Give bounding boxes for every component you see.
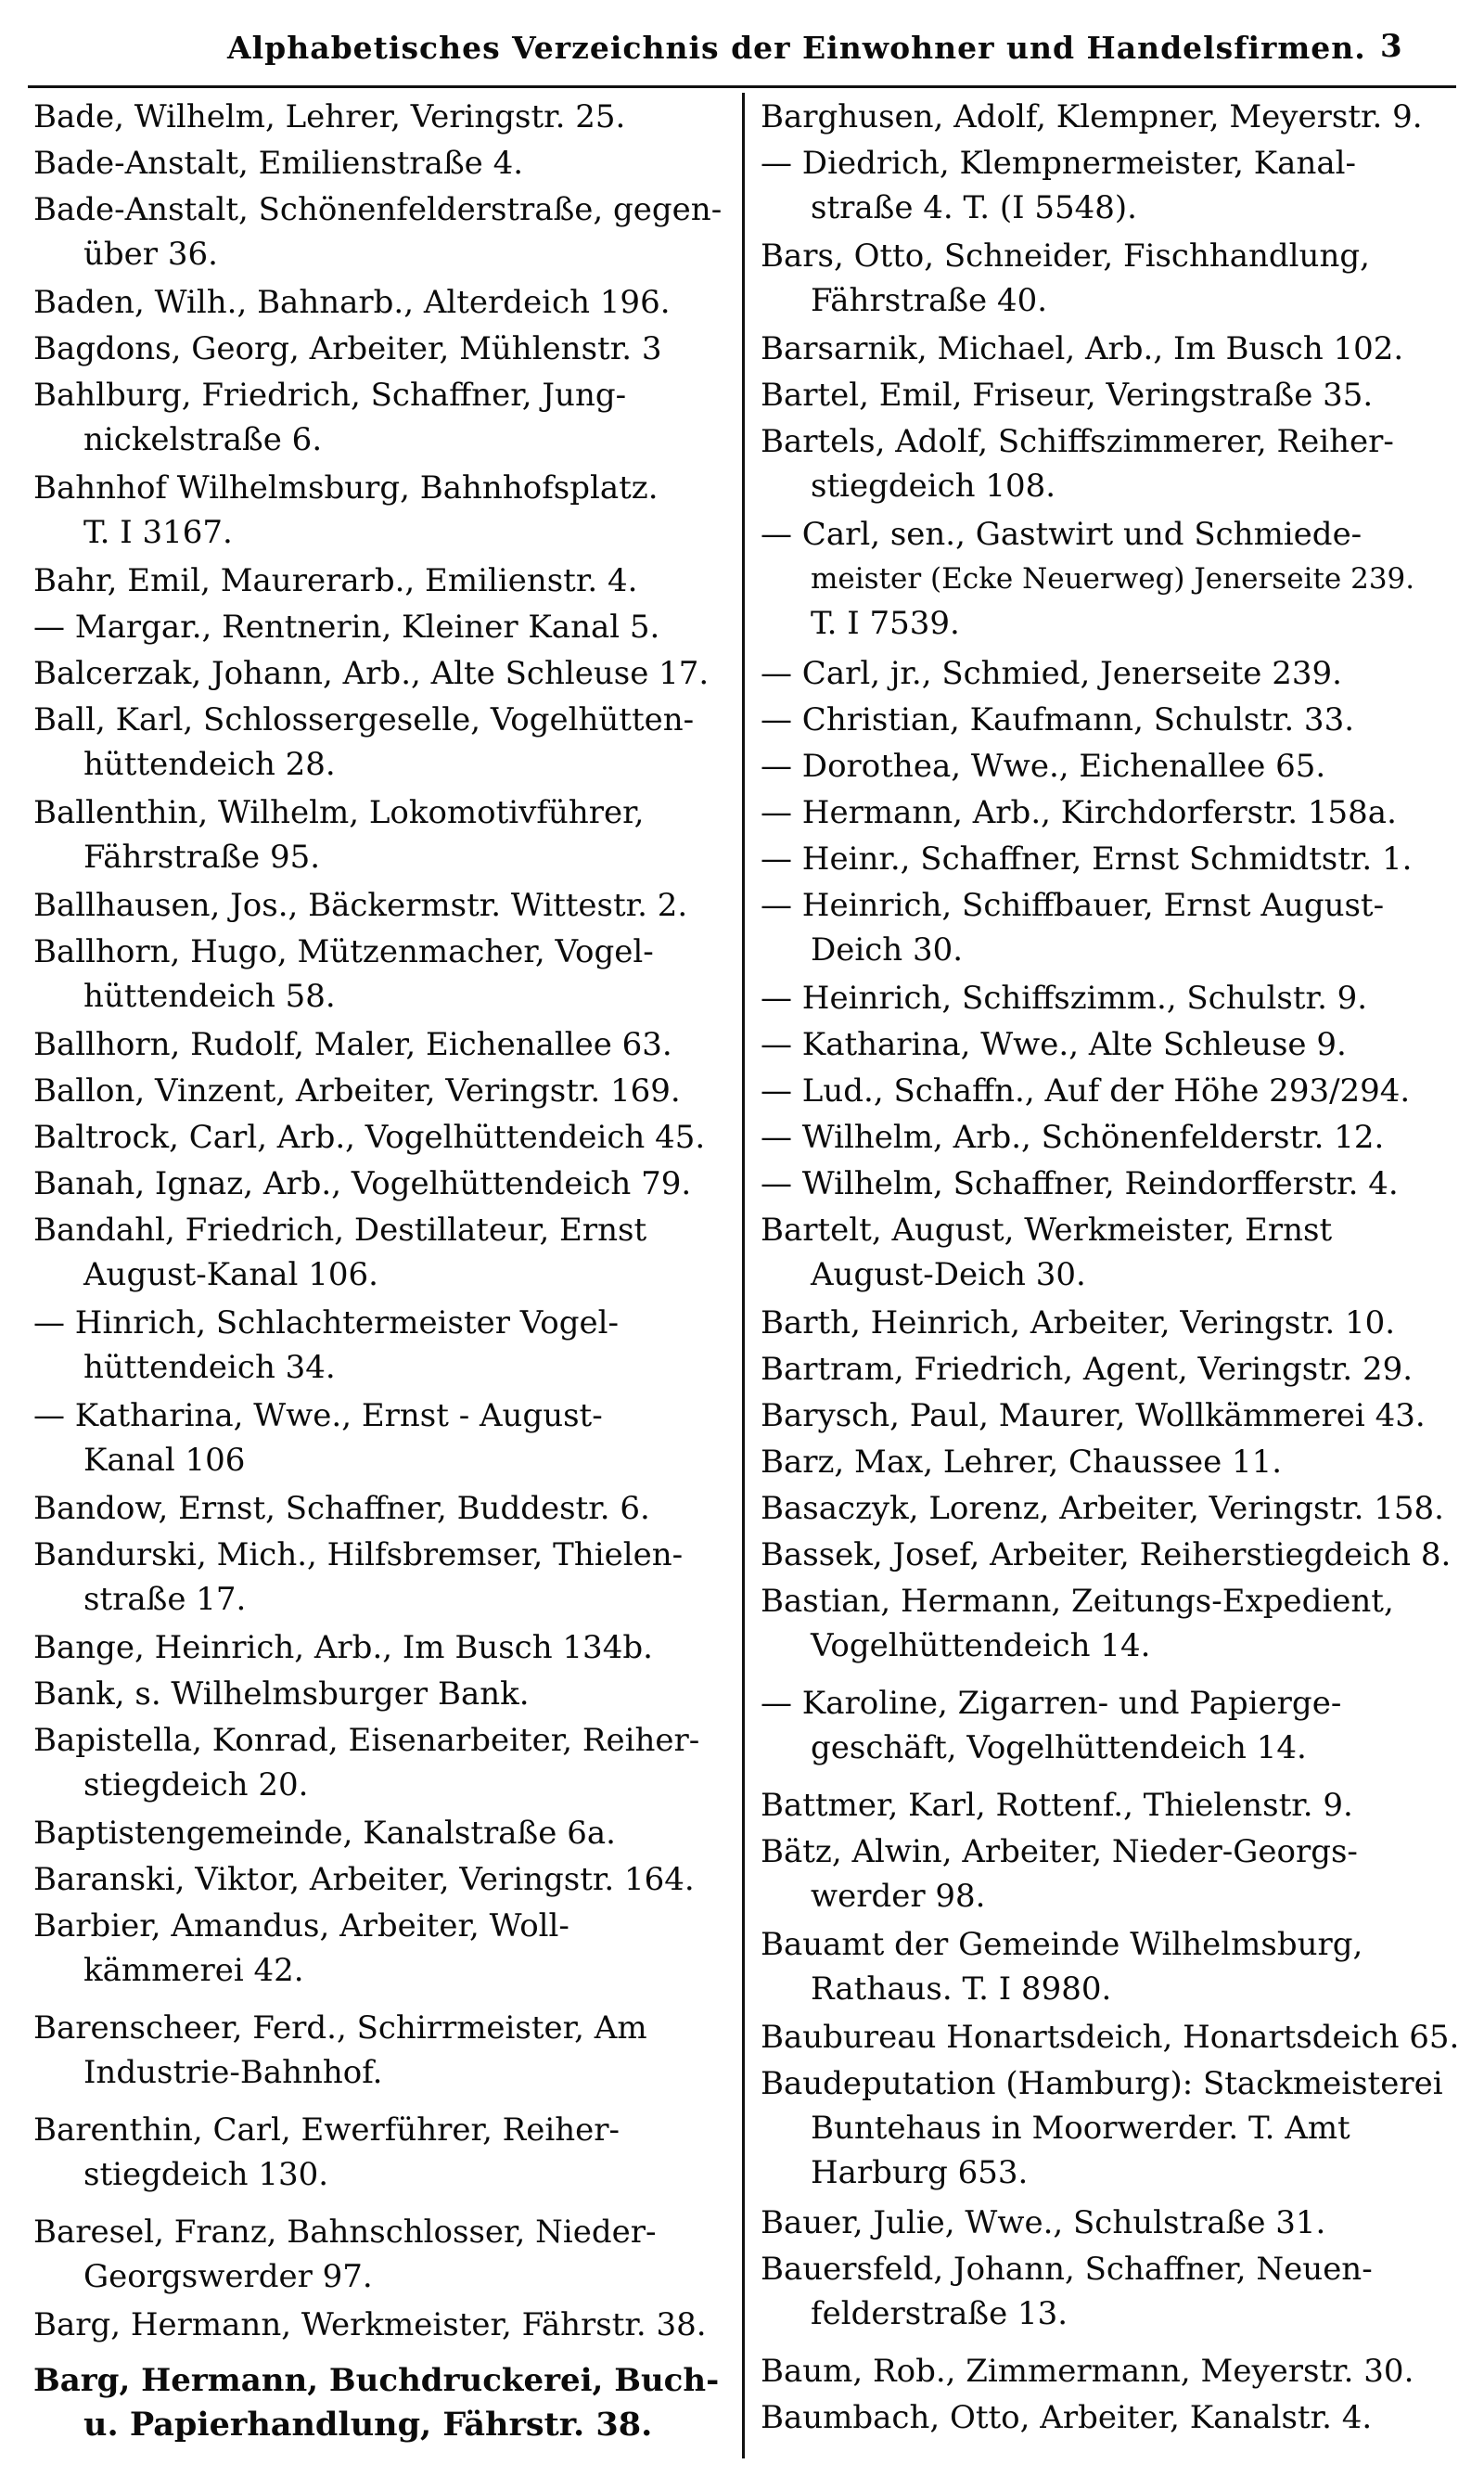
entry-line: Baubureau Honartsdeich, Honartsdeich 65. (761, 2019, 1460, 2056)
directory-entry (33, 1486, 744, 1531)
directory-entry (33, 1022, 744, 1067)
directory-entry (33, 1672, 744, 1716)
entry-continuation-line: über 36. (83, 236, 218, 273)
directory-entry (33, 1811, 744, 1855)
entry-continuation-line: werder 98. (811, 1878, 986, 1915)
entry-line: — Margar., Rentnerin, Kleiner Kanal 5. (33, 609, 660, 646)
entry-continuation-line: Buntehaus in Moorwerder. T. Amt (811, 2110, 1350, 2147)
entry-line: Ballon, Vinzent, Arbeiter, Veringstr. 169. (33, 1072, 681, 1110)
entry-line: Bade, Wilhelm, Lehrer, Veringstr. 25. (33, 98, 626, 135)
entry-continuation-line: Georgswerder 97. (83, 2258, 373, 2295)
directory-entry (761, 1829, 1471, 1919)
directory-entry (761, 698, 1471, 742)
entry-line: Bastian, Hermann, Zeitungs-Expedient, (761, 1583, 1394, 1620)
entry-line: — Dorothea, Wwe., Eichenallee 65. (761, 748, 1326, 785)
entry-continuation-line: Fährstraße 40. (811, 282, 1048, 319)
entry-continuation-line: Harburg 653. (811, 2154, 1029, 2191)
entry-line: — Heinr., Schaffner, Ernst Schmidtstr. 1. (761, 841, 1413, 878)
entry-line: — Heinrich, Schiffszimm., Schulstr. 9. (761, 980, 1368, 1017)
directory-entry (761, 2061, 1471, 2195)
entry-line: Ball, Karl, Schlossergeselle, Vogelhütten- (33, 701, 695, 738)
directory-entry (33, 698, 744, 787)
directory-entry (761, 2349, 1471, 2394)
entry-line: Bätz, Alwin, Arbeiter, Nieder-Georgs- (761, 1833, 1358, 1870)
directory-entry (33, 95, 744, 139)
directory-entry (33, 605, 744, 649)
entry-line: Bahlburg, Friedrich, Schaffner, Jung- (33, 377, 627, 414)
entry-continuation-line: Kanal 106 (83, 1442, 246, 1479)
directory-entry (33, 373, 744, 462)
entry-line: — Wilhelm, Arb., Schönenfelderstr. 12. (761, 1119, 1385, 1156)
entry-line: Balcerzak, Johann, Arb., Alte Schleuse 17. (33, 655, 710, 692)
entry-line: Bauamt der Gemeinde Wilhelmsburg, (761, 1926, 1363, 1963)
directory-entry (761, 1208, 1471, 1297)
entry-continuation-line: hüttendeich 58. (83, 978, 336, 1015)
directory-entry (761, 1922, 1471, 2011)
directory-entry (761, 327, 1471, 371)
entry-line: Bagdons, Georg, Arbeiter, Mühlenstr. 3 (33, 330, 662, 367)
entry-line: Bahnhof Wilhelmsburg, Bahnhofsplatz. (33, 469, 659, 507)
directory-entry (33, 558, 744, 603)
entry-line: — Lud., Schaffn., Auf der Höhe 293/294. (761, 1072, 1411, 1110)
directory-entry (33, 1857, 744, 1902)
entry-continuation-line: felderstraße 13. (811, 2295, 1068, 2332)
entry-continuation-line: T. I 7539. (811, 605, 960, 642)
entry-line: Bandahl, Friedrich, Destillateur, Ernst (33, 1212, 647, 1249)
entry-line: Baum, Rob., Zimmermann, Meyerstr. 30. (761, 2353, 1414, 2390)
directory-entry (761, 141, 1471, 230)
entry-line: Bange, Heinrich, Arb., Im Busch 134b. (33, 1629, 653, 1666)
directory-entry (761, 234, 1471, 323)
entry-line: — Katharina, Wwe., Alte Schleuse 9. (761, 1026, 1347, 1063)
directory-entry (761, 790, 1471, 835)
entry-line: Bartelt, August, Werkmeister, Ernst (761, 1212, 1333, 1249)
directory-entry (761, 373, 1471, 417)
entry-continuation-line: straße 17. (83, 1581, 247, 1618)
directory-entry (761, 651, 1471, 696)
directory-entry (761, 1533, 1471, 1577)
entry-line: Bars, Otto, Schneider, Fischhandlung, (761, 237, 1370, 275)
directory-entry (761, 744, 1471, 789)
entry-continuation-line: Deich 30. (811, 931, 964, 969)
directory-entry (33, 141, 744, 186)
entry-line: Baumbach, Otto, Arbeiter, Kanalstr. 4. (761, 2399, 1373, 2436)
directory-entry (761, 512, 1471, 646)
entry-line: Bapistella, Konrad, Eisenarbeiter, Reiher- (33, 1722, 700, 1759)
entry-line: Bauer, Julie, Wwe., Schulstraße 31. (761, 2204, 1326, 2241)
directory-entry (761, 1783, 1471, 1828)
entry-line: Basaczyk, Lorenz, Arbeiter, Veringstr. 158. (761, 1490, 1444, 1527)
entry-continuation-line: Rathaus. T. I 8980. (811, 1970, 1112, 2008)
directory-entry (761, 2247, 1471, 2336)
directory-entry (33, 1069, 744, 1113)
entry-line: Ballenthin, Wilhelm, Lokomotivführer, (33, 794, 645, 831)
entry-continuation-line: August-Kanal 106. (83, 1256, 378, 1293)
directory-entry (33, 1904, 744, 1993)
entry-line: Baranski, Viktor, Arbeiter, Veringstr. 164. (33, 1861, 695, 1898)
entry-line: Bartram, Friedrich, Agent, Veringstr. 29. (761, 1351, 1414, 1388)
entry-line: — Heinrich, Schiffbauer, Ernst August- (761, 887, 1385, 924)
entry-line: Barenthin, Carl, Ewerführer, Reiher- (33, 2111, 620, 2149)
directory-entry (33, 930, 744, 1019)
entry-line: Barenscheer, Ferd., Schirrmeister, Am (33, 2009, 647, 2047)
directory-entry (761, 837, 1471, 881)
directory-entry (33, 1301, 744, 1390)
entry-line: Bandow, Ernst, Schaffner, Buddestr. 6. (33, 1490, 650, 1527)
directory-entry (33, 883, 744, 928)
directory-entry (761, 1115, 1471, 1160)
entry-continuation-line: meister (Ecke Neuerweg) Jenerseite 239. (811, 562, 1415, 596)
entry-continuation-line: geschäft, Vogelhüttendeich 14. (811, 1729, 1307, 1766)
directory-entry (33, 2006, 744, 2095)
entry-line: — Diedrich, Klempnermeister, Kanal- (761, 145, 1356, 182)
entry-continuation-line: stiegdeich 108. (811, 468, 1056, 505)
directory-entry (33, 2108, 744, 2197)
directory-entry (33, 1393, 744, 1482)
entry-continuation-line: hüttendeich 28. (83, 746, 336, 783)
entry-line: Barg, Hermann, Buchdruckerei, Buch- (33, 2362, 720, 2399)
directory-entry (33, 651, 744, 696)
entry-line: Barbier, Amandus, Arbeiter, Woll- (33, 1907, 569, 1944)
directory-entry (761, 1022, 1471, 1067)
entry-line: Baresel, Franz, Bahnschlosser, Nieder- (33, 2214, 657, 2251)
directory-entry (33, 1115, 744, 1160)
entry-line: Bandurski, Mich., Hilfsbremser, Thielen- (33, 1536, 684, 1573)
entry-line: Bahr, Emil, Maurerarb., Emilienstr. 4. (33, 562, 638, 599)
entry-line: Bassek, Josef, Arbeiter, Reiherstiegdeich 8. (761, 1536, 1452, 1573)
directory-entry (761, 2395, 1471, 2440)
entry-line: Baden, Wilh., Bahnarb., Alterdeich 196. (33, 284, 671, 321)
entry-line: — Katharina, Wwe., Ernst - August- (33, 1397, 603, 1434)
entry-line: Bade-Anstalt, Emilienstraße 4. (33, 145, 524, 182)
directory-entry (33, 466, 744, 555)
directory-entry (33, 327, 744, 371)
entry-line: Barg, Hermann, Werkmeister, Fährstr. 38. (33, 2306, 707, 2343)
entry-continuation-line: hüttendeich 34. (83, 1349, 336, 1386)
entry-line: — Carl, sen., Gastwirt und Schmiede- (761, 516, 1362, 553)
entry-continuation-line: nickelstraße 6. (83, 421, 323, 458)
entry-line: — Carl, jr., Schmied, Jenerseite 239. (761, 655, 1342, 692)
directory-entry (33, 1208, 744, 1297)
advertisement-entry (33, 2358, 744, 2447)
entry-continuation-line: Fährstraße 95. (83, 839, 321, 876)
directory-entry (761, 95, 1471, 139)
directory-entry (33, 187, 744, 276)
entry-line: — Christian, Kaufmann, Schulstr. 33. (761, 701, 1355, 738)
directory-entry (761, 976, 1471, 1020)
entry-line: Bank, s. Wilhelmsburger Bank. (33, 1675, 530, 1713)
entry-continuation-line: straße 4. T. (I 5548). (811, 189, 1137, 226)
entry-line: Barghusen, Adolf, Klempner, Meyerstr. 9. (761, 98, 1423, 135)
entry-continuation-line: stiegdeich 20. (83, 1766, 309, 1803)
directory-entry (33, 1533, 744, 1622)
directory-entry (761, 1069, 1471, 1113)
entry-line: Bauersfeld, Johann, Schaffner, Neuen- (761, 2251, 1373, 2288)
directory-entry (761, 883, 1471, 972)
entry-line: Barth, Heinrich, Arbeiter, Veringstr. 10. (761, 1304, 1396, 1341)
directory-entry (761, 1161, 1471, 1206)
entry-continuation-line: August-Deich 30. (811, 1256, 1086, 1293)
entry-continuation-line: Vogelhüttendeich 14. (811, 1627, 1151, 1664)
entry-continuation-line: kämmerei 42. (83, 1952, 304, 1989)
entry-line: Bade-Anstalt, Schönenfelderstraße, gegen- (33, 191, 723, 228)
entry-line: Baptistengemeinde, Kanalstraße 6a. (33, 1815, 616, 1852)
entry-line: Ballhorn, Rudolf, Maler, Eichenallee 63. (33, 1026, 672, 1063)
directory-entry (33, 1161, 744, 1206)
entry-line: Ballhorn, Hugo, Mützenmacher, Vogel- (33, 933, 654, 970)
directory-entry (33, 280, 744, 325)
directory-entry (761, 1440, 1471, 1484)
entry-line: Baudeputation (Hamburg): Stackmeisterei (761, 2065, 1443, 2102)
directory-entry (761, 419, 1471, 508)
entry-line: — Wilhelm, Schaffner, Reindorfferstr. 4. (761, 1165, 1399, 1202)
header-rule (28, 85, 1456, 88)
entry-line: Battmer, Karl, Rottenf., Thielenstr. 9. (761, 1787, 1353, 1824)
directory-entry (33, 790, 744, 879)
directory-entry (33, 1718, 744, 1807)
directory-entry (761, 1393, 1471, 1438)
directory-entry (33, 2210, 744, 2299)
entry-line: Bartels, Adolf, Schiffszimmerer, Reiher- (761, 423, 1394, 460)
entry-continuation-line: Industrie-Bahnhof. (83, 2054, 383, 2091)
entry-continuation-line: T. I 3167. (83, 514, 233, 551)
entry-line: Bartel, Emil, Friseur, Veringstraße 35. (761, 377, 1374, 414)
page-title: Alphabetisches Verzeichnis der Einwohner und Handelsfirmen. (227, 30, 1366, 66)
directory-entry (761, 2201, 1471, 2245)
directory-entry (761, 1486, 1471, 1531)
entry-line: Ballhausen, Jos., Bäckermstr. Wittestr. 2. (33, 887, 688, 924)
entry-continuation-line: stiegdeich 130. (83, 2156, 329, 2193)
page-number: 3 (1380, 28, 1402, 65)
directory-entry (761, 1347, 1471, 1392)
directory-entry (761, 2015, 1471, 2060)
entry-line: — Karoline, Zigarren- und Papierge- (761, 1685, 1342, 1722)
entry-line: Barysch, Paul, Maurer, Wollkämmerei 43. (761, 1397, 1426, 1434)
entry-line: — Hermann, Arb., Kirchdorferstr. 158a. (761, 794, 1397, 831)
directory-entry (761, 1301, 1471, 1345)
entry-line: Banah, Ignaz, Arb., Vogelhüttendeich 79. (33, 1165, 692, 1202)
page-header (0, 0, 1484, 88)
directory-entry (33, 2303, 744, 2347)
directory-entry (33, 1625, 744, 1670)
directory-entry (761, 1579, 1471, 1668)
entry-line: Barsarnik, Michael, Arb., Im Busch 102. (761, 330, 1404, 367)
entry-continuation-line: u. Papierhandlung, Fährstr. 38. (83, 2406, 653, 2444)
entry-line: Barz, Max, Lehrer, Chaussee 11. (761, 1444, 1283, 1481)
entry-line: Baltrock, Carl, Arb., Vogelhüttendeich 45. (33, 1119, 706, 1156)
directory-entry (761, 1681, 1471, 1770)
entry-line: — Hinrich, Schlachtermeister Vogel- (33, 1304, 619, 1341)
